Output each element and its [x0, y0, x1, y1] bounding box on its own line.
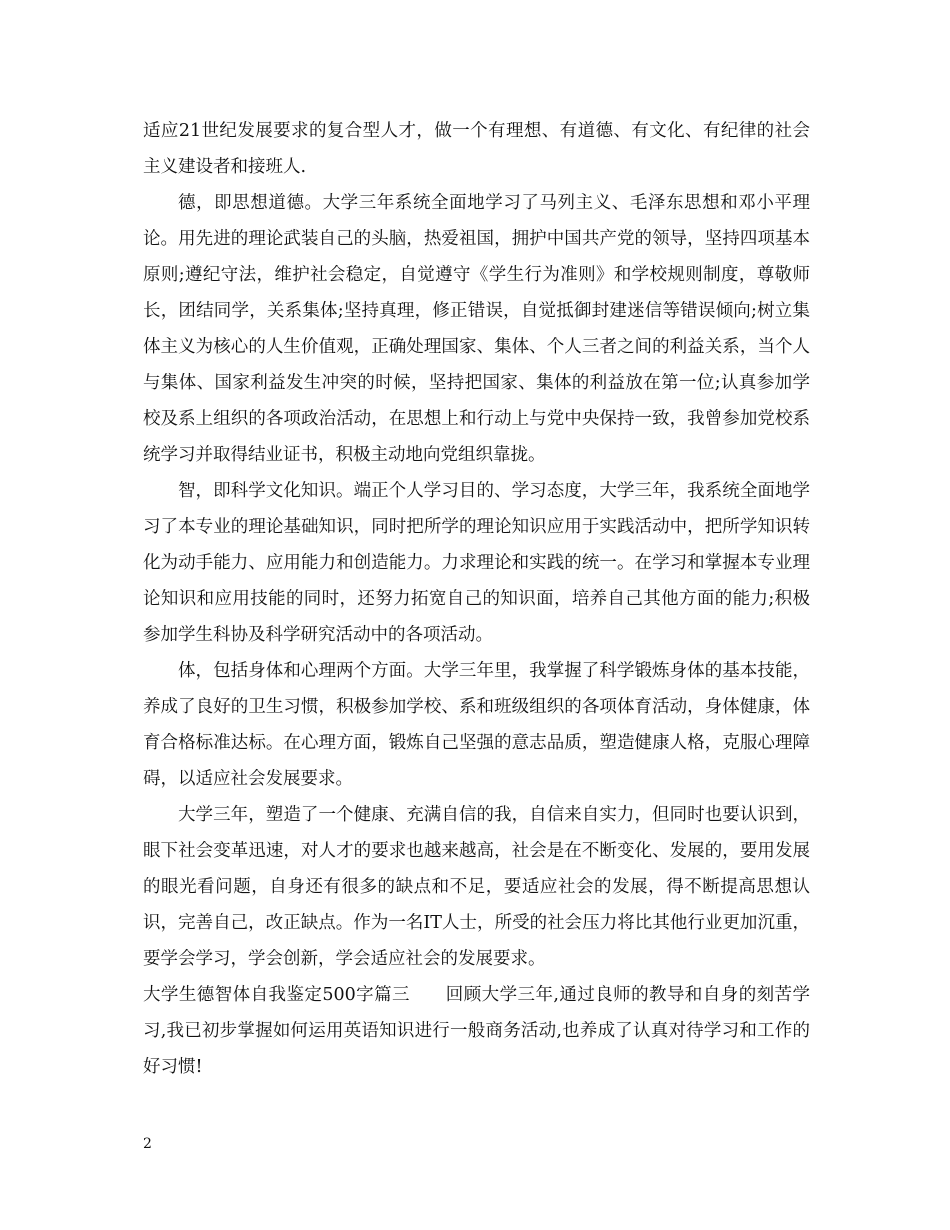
- paragraph-continuation: 适应21世纪发展要求的复合型人才，做一个有理想、有道德、有文化、有纪律的社会主义建设者和接班人.: [143, 121, 810, 177]
- paragraph-summary: 大学三年，塑造了一个健康、充满自信的我，自信来自实力，但同时也要认识到，眼下社会变革迅速，对人才的要求也越来越高，社会是在不断变化、发展的，要用发展的眼光看问题，自身还有很多的缺点和不足，要适应社会的发展，得不断提高思想认识，完善自己，改正缺点。作为一名IT人士，所受的社会压力将比其他行业更加沉重，要学会学习，学会创新，学会适应社会的发展要求。: [143, 805, 810, 969]
- paragraph-intellect: 智，即科学文化知识。端正个人学习目的、学习态度，大学三年，我系统全面地学习了本专业的理论基础知识，同时把所学的理论知识应用于实践活动中，把所学知识转化为动手能力、应用能力和创造能力。力求理论和实践的统一。在学习和掌握本专业理论知识和应用技能的同时，还努力拓宽自己的知识面，培养自己其他方面的能力;积极参加学生科协及科学研究活动中的各项活动。: [143, 481, 810, 645]
- page-number: 2: [143, 1136, 152, 1152]
- paragraph-section-three: 大学生德智体自我鉴定500字篇三 回顾大学三年,通过良师的教导和自身的刻苦学习,我已初步掌握如何运用英语知识进行一般商务活动,也养成了认真对待学习和工作的好习惯!: [143, 985, 810, 1077]
- document-body: [143, 113, 810, 1085]
- paragraph-morality: 德，即思想道德。大学三年系统全面地学习了马列主义、毛泽东思想和邓小平理论。用先进的理论武装自己的头脑，热爱祖国，拥护中国共产党的领导，坚持四项基本原则;遵纪守法，维护社会稳定，自觉遵守《学生行为准则》和学校规则制度，尊敬师长，团结同学，关系集体;坚持真理，修正错误，自觉抵御封建迷信等错误倾向;树立集体主义为核心的人生价值观，正确处理国家、集体、个人三者之间的利益关系，当个人与集体、国家利益发生冲突的时候，坚持把国家、集体的利益放在第一位;认真参加学校及系上组织的各项政治活动，在思想上和行动上与党中央保持一致，我曾参加党校系统学习并取得结业证书，积极主动地向党组织靠拢。: [143, 193, 810, 465]
- paragraph-physique: 体，包括身体和心理两个方面。大学三年里，我掌握了科学锻炼身体的基本技能，养成了良好的卫生习惯，积极参加学校、系和班级组织的各项体育活动，身体健康，体育合格标准达标。在心理方面，锻炼自己坚强的意志品质，塑造健康人格，克服心理障碍，以适应社会发展要求。: [143, 661, 810, 789]
